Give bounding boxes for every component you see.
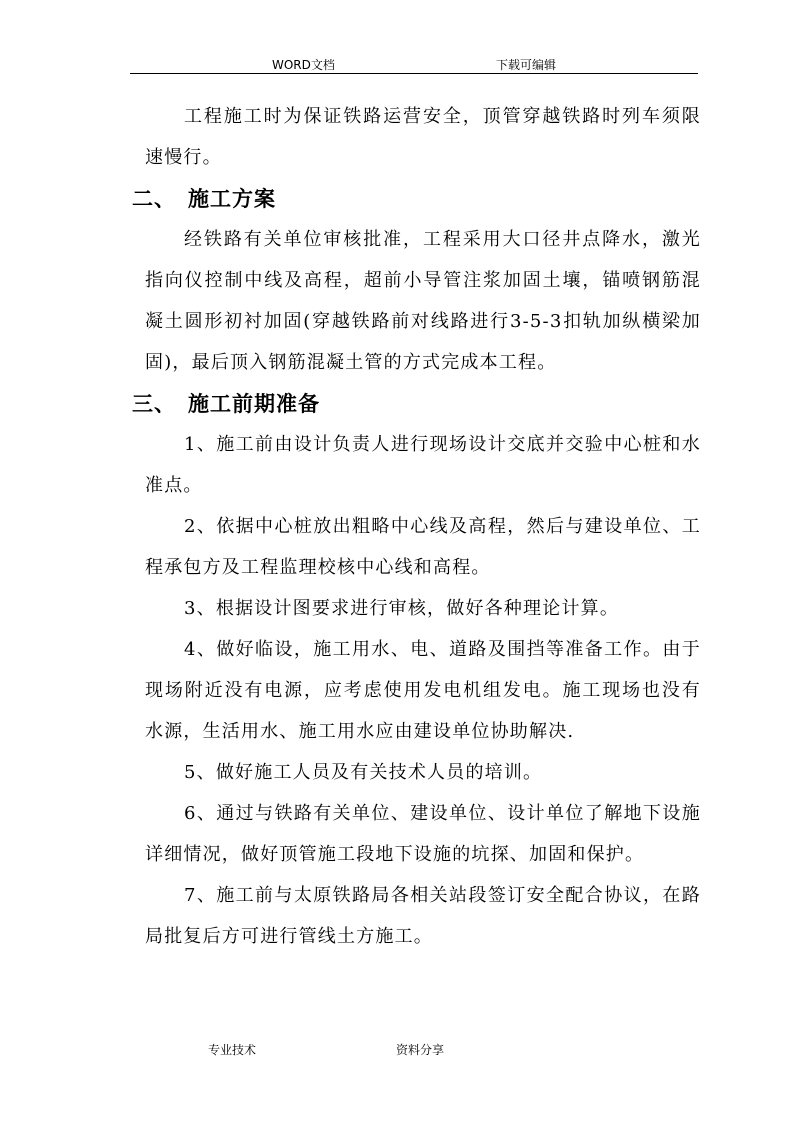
section-number: 二、 [132,186,176,211]
section-title: 施工方案 [188,186,276,211]
list-item: 5、做好施工人员及有关技术人员的培训。 [184,762,543,783]
document-body [132,96,701,957]
footer-left-text: 专业技术 [208,1043,257,1057]
list-item: 6、通过与铁路有关单位、建设单位、设计单位了解地下设施详细情况，做好顶管施工段地下设施的坑探、加固和保护。 [145,803,701,865]
paragraph-intro: 工程施工时为保证铁路运营安全，顶管穿越铁路时列车须限速慢行。 [145,106,701,168]
footer-right-text: 资料分享 [396,1043,445,1057]
header-left-text: WORD文档 [272,58,335,72]
list-item: 1、施工前由设计负责人进行现场设计交底并交验中心桩和水准点。 [145,434,701,496]
list-item: 3、根据设计图要求进行审核，做好各种理论计算。 [184,598,620,619]
header-divider [130,73,698,74]
list-item: 7、施工前与太原铁路局各相关站段签订安全配合协议，在路局批复后方可进行管线土方施工。 [145,885,701,947]
list-item: 2、依据中心桩放出粗略中心线及高程，然后与建设单位、工程承包方及工程监理校核中心线和高程。 [145,516,701,578]
list-item: 4、做好临设，施工用水、电、道路及围挡等准备工作。由于现场附近没有电源，应考虑使用发电机组发电。施工现场也没有水源，生活用水、施工用水应由建设单位协助解决. [145,639,701,742]
section-number: 三、 [132,391,176,416]
header-right-text: 下载可编辑 [496,58,557,72]
paragraph-plan: 经铁路有关单位审核批准，工程采用大口径井点降水，激光指向仪控制中线及高程，超前小导管注浆加固土壤，锚喷钢筋混凝土圆形初衬加固(穿越铁路前对线路进行3-5-3扣轨加纵横梁加固)，最后顶入钢筋混凝土管的方式完成本工程。 [145,229,701,373]
section-heading-2 [132,178,688,219]
section-heading-3 [132,383,688,424]
section-title: 施工前期准备 [188,391,320,416]
